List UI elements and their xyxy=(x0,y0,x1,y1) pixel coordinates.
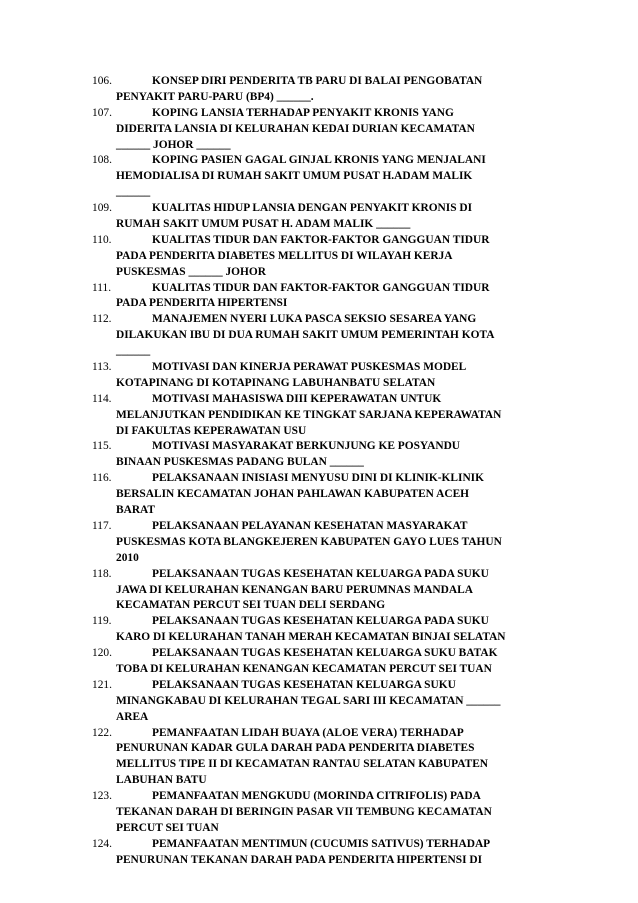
entry-title-line xyxy=(92,726,562,742)
entry-text: MANAJEMEN NYERI LUKA PASCA SEKSIO SESAREA YANG xyxy=(152,313,477,326)
entry-text: MINANGKABAU DI KELURAHAN TEGAL SARI III KECAMATAN ______ xyxy=(116,694,501,707)
entry-text: ______ JOHOR ______ xyxy=(116,138,231,151)
entry-text: PELAKSANAAN TUGAS KESEHATAN KELUARGA SUKU BATAK xyxy=(152,647,498,660)
entry-number: 115. xyxy=(92,440,112,453)
entry-text: DIDERITA LANSIA DI KELURAHAN KEDAI DURIAN KECAMATAN xyxy=(116,122,475,135)
entry-continuation-line xyxy=(92,408,562,424)
entry-title-line xyxy=(92,646,562,662)
entry-title-line xyxy=(92,233,562,249)
list-item xyxy=(92,106,562,154)
entry-text: PENURUNAN TEKANAN DARAH PADA PENDERITA HIPERTENSI DI xyxy=(116,853,483,866)
entry-text: KUALITAS HIDUP LANSIA DENGAN PENYAKIT KRONIS DI xyxy=(152,202,473,215)
entry-text: DILAKUKAN IBU DI DUA RUMAH SAKIT UMUM PEMERINTAH KOTA xyxy=(116,329,495,342)
entry-text: PENYAKIT PARU-PARU (BP4) ______. xyxy=(116,90,314,103)
list-item xyxy=(92,233,562,281)
entry-title-line xyxy=(92,360,562,376)
entry-number: 111. xyxy=(92,281,112,294)
entry-continuation-line xyxy=(92,185,562,201)
entry-continuation-line xyxy=(92,773,562,789)
entry-text: PUSKESMAS ______ JOHOR xyxy=(116,265,266,278)
entry-text: MOTIVASI MAHASISWA DIII KEPERAWATAN UNTUK xyxy=(152,392,442,405)
entry-text: PEMANFAATAN MENTIMUN (CUCUMIS SATIVUS) TERHADAP xyxy=(152,837,491,850)
entry-continuation-line xyxy=(92,296,562,312)
entry-text: HEMODIALISA DI RUMAH SAKIT UMUM PUSAT H.ADAM MALIK xyxy=(116,170,473,183)
entry-title-line xyxy=(92,471,562,487)
entry-text: MELANJUTKAN PENDIDIKAN KE TINGKAT SARJANA KEPERAWATAN xyxy=(116,408,502,421)
entry-text: PELAKSANAAN TUGAS KESEHATAN KELUARGA PADA SUKU xyxy=(152,567,489,580)
entry-number: 122. xyxy=(92,726,112,739)
entry-number: 114. xyxy=(92,392,112,405)
entry-title-line xyxy=(92,789,562,805)
entry-continuation-line xyxy=(92,122,562,138)
entry-continuation-line xyxy=(92,662,562,678)
list-item xyxy=(92,837,562,869)
entry-text: KONSEP DIRI PENDERITA TB PARU DI BALAI PENGOBATAN xyxy=(152,75,483,87)
list-item xyxy=(92,678,562,726)
entry-continuation-line xyxy=(92,598,562,614)
list-item xyxy=(92,519,562,567)
entry-number: 119. xyxy=(92,615,112,628)
entry-continuation-line xyxy=(92,853,562,869)
document-page xyxy=(92,74,562,869)
entry-text: KECAMATAN PERCUT SEI TUAN DELI SERDANG xyxy=(116,599,386,612)
entry-text: PENURUNAN KADAR GULA DARAH PADA PENDERITA DIABETES xyxy=(116,742,475,755)
entry-text: TOBA DI KELURAHAN KENANGAN KECAMATAN PERCUT SEI TUAN xyxy=(116,662,492,675)
entry-text: MOTIVASI MASYARAKAT BERKUNJUNG KE POSYANDU xyxy=(152,440,461,453)
list-item xyxy=(92,471,562,519)
entry-continuation-line xyxy=(92,535,562,551)
entry-text: ______ xyxy=(116,186,151,199)
entry-title-line xyxy=(92,312,562,328)
list-item xyxy=(92,312,562,360)
entry-number: 116. xyxy=(92,472,112,485)
entry-text: MOTIVASI DAN KINERJA PERAWAT PUSKESMAS MODEL xyxy=(152,361,467,374)
entry-title-line xyxy=(92,74,562,90)
entry-continuation-line xyxy=(92,694,562,710)
entry-number: 120. xyxy=(92,647,112,660)
entry-continuation-line xyxy=(92,249,562,265)
entry-text: TEKANAN DARAH DI BERINGIN PASAR VII TEMBUNG KECAMATAN xyxy=(116,805,492,818)
entry-number: 118. xyxy=(92,567,112,580)
entry-text: BARAT xyxy=(116,504,156,517)
entry-continuation-line xyxy=(92,217,562,233)
entry-text: BINAAN PUSKESMAS PADANG BULAN ______ xyxy=(116,456,364,469)
entry-text: PELAKSANAAN TUGAS KESEHATAN KELUARGA SUKU xyxy=(152,678,456,691)
entry-text: ______ xyxy=(116,345,151,358)
list-item xyxy=(92,789,562,837)
entry-continuation-line xyxy=(92,265,562,281)
entry-title-line xyxy=(92,519,562,535)
entry-number: 110. xyxy=(92,233,112,246)
entry-text: KUALITAS TIDUR DAN FAKTOR-FAKTOR GANGGUAN TIDUR xyxy=(152,281,490,294)
entry-text: PEMANFAATAN LIDAH BUAYA (ALOE VERA) TERHADAP xyxy=(152,726,464,739)
entry-continuation-line xyxy=(92,455,562,471)
entry-continuation-line xyxy=(92,328,562,344)
entry-number: 113. xyxy=(92,361,112,374)
entry-text: KOPING LANSIA TERHADAP PENYAKIT KRONIS YANG xyxy=(152,106,454,119)
list-item xyxy=(92,439,562,471)
entry-number: 107. xyxy=(92,106,112,119)
entry-text: PADA PENDERITA DIABETES MELLITUS DI WILAYAH KERJA xyxy=(116,249,453,262)
list-item xyxy=(92,74,562,106)
entry-continuation-line xyxy=(92,805,562,821)
entry-text: PELAKSANAAN TUGAS KESEHATAN KELUARGA PADA SUKU xyxy=(152,615,489,628)
entry-title-line xyxy=(92,153,562,169)
entry-text: BERSALIN KECAMATAN JOHAN PAHLAWAN KABUPATEN ACEH xyxy=(116,488,470,501)
entry-text: PELAKSANAAN PELAYANAN KESEHATAN MASYARAKAT xyxy=(152,519,468,532)
entry-text: MELLITUS TIPE II DI KECAMATAN RANTAU SELATAN KABUPATEN xyxy=(116,758,489,771)
entry-text: PERCUT SEI TUAN xyxy=(116,821,219,834)
entry-continuation-line xyxy=(92,138,562,154)
entry-continuation-line xyxy=(92,376,562,392)
entry-continuation-line xyxy=(92,90,562,106)
list-item xyxy=(92,614,562,646)
list-item xyxy=(92,567,562,615)
entry-number: 109. xyxy=(92,202,112,215)
entry-text: KOTAPINANG DI KOTAPINANG LABUHANBATU SELATAN xyxy=(116,376,436,389)
entry-continuation-line xyxy=(92,710,562,726)
entry-continuation-line xyxy=(92,821,562,837)
entry-continuation-line xyxy=(92,630,562,646)
entry-title-line xyxy=(92,837,562,853)
entry-text: KUALITAS TIDUR DAN FAKTOR-FAKTOR GANGGUAN TIDUR xyxy=(152,233,490,246)
entry-number: 112. xyxy=(92,313,112,326)
list-item xyxy=(92,360,562,392)
entry-number: 117. xyxy=(92,519,112,532)
entry-title-line xyxy=(92,678,562,694)
entry-text: 2010 xyxy=(116,551,139,564)
entry-continuation-line xyxy=(92,503,562,519)
entry-number: 121. xyxy=(92,678,112,691)
entry-text: PELAKSANAAN INISIASI MENYUSU DINI DI KLINIK-KLINIK xyxy=(152,472,484,485)
entry-continuation-line xyxy=(92,757,562,773)
list-item xyxy=(92,281,562,313)
entry-number: 123. xyxy=(92,790,112,803)
entry-number: 108. xyxy=(92,154,112,167)
entry-continuation-line xyxy=(92,583,562,599)
list-item xyxy=(92,392,562,440)
entry-title-line xyxy=(92,201,562,217)
entry-text: PADA PENDERITA HIPERTENSI xyxy=(116,297,288,310)
entry-text: RUMAH SAKIT UMUM PUSAT H. ADAM MALIK ______ xyxy=(116,218,411,231)
entry-number: 124. xyxy=(92,837,112,850)
entry-text: DI FAKULTAS KEPERAWATAN USU xyxy=(116,424,307,437)
entry-number: 106. xyxy=(92,75,112,87)
entry-title-line xyxy=(92,392,562,408)
entry-continuation-line xyxy=(92,344,562,360)
entry-continuation-line xyxy=(92,424,562,440)
entry-title-line xyxy=(92,281,562,297)
entry-continuation-line xyxy=(92,741,562,757)
list-item xyxy=(92,201,562,233)
entry-text: AREA xyxy=(116,710,149,723)
entry-text: PUSKESMAS KOTA BLANGKEJEREN KABUPATEN GAYO LUES TAHUN xyxy=(116,535,502,548)
entry-title-line xyxy=(92,567,562,583)
entry-text: KARO DI KELURAHAN TANAH MERAH KECAMATAN BINJAI SELATAN xyxy=(116,631,506,644)
list-item xyxy=(92,153,562,201)
entry-text: JAWA DI KELURAHAN KENANGAN BARU PERUMNAS MANDALA xyxy=(116,583,473,596)
entry-title-line xyxy=(92,439,562,455)
entry-title-line xyxy=(92,614,562,630)
entry-text: PEMANFAATAN MENGKUDU (MORINDA CITRIFOLIS) PADA xyxy=(152,790,481,803)
list-item xyxy=(92,646,562,678)
entry-continuation-line xyxy=(92,169,562,185)
entry-continuation-line xyxy=(92,551,562,567)
entry-text: LABUHAN BATU xyxy=(116,774,207,787)
entry-continuation-line xyxy=(92,487,562,503)
entry-title-line xyxy=(92,106,562,122)
list-item xyxy=(92,726,562,790)
entry-text: KOPING PASIEN GAGAL GINJAL KRONIS YANG MENJALANI xyxy=(152,154,486,167)
